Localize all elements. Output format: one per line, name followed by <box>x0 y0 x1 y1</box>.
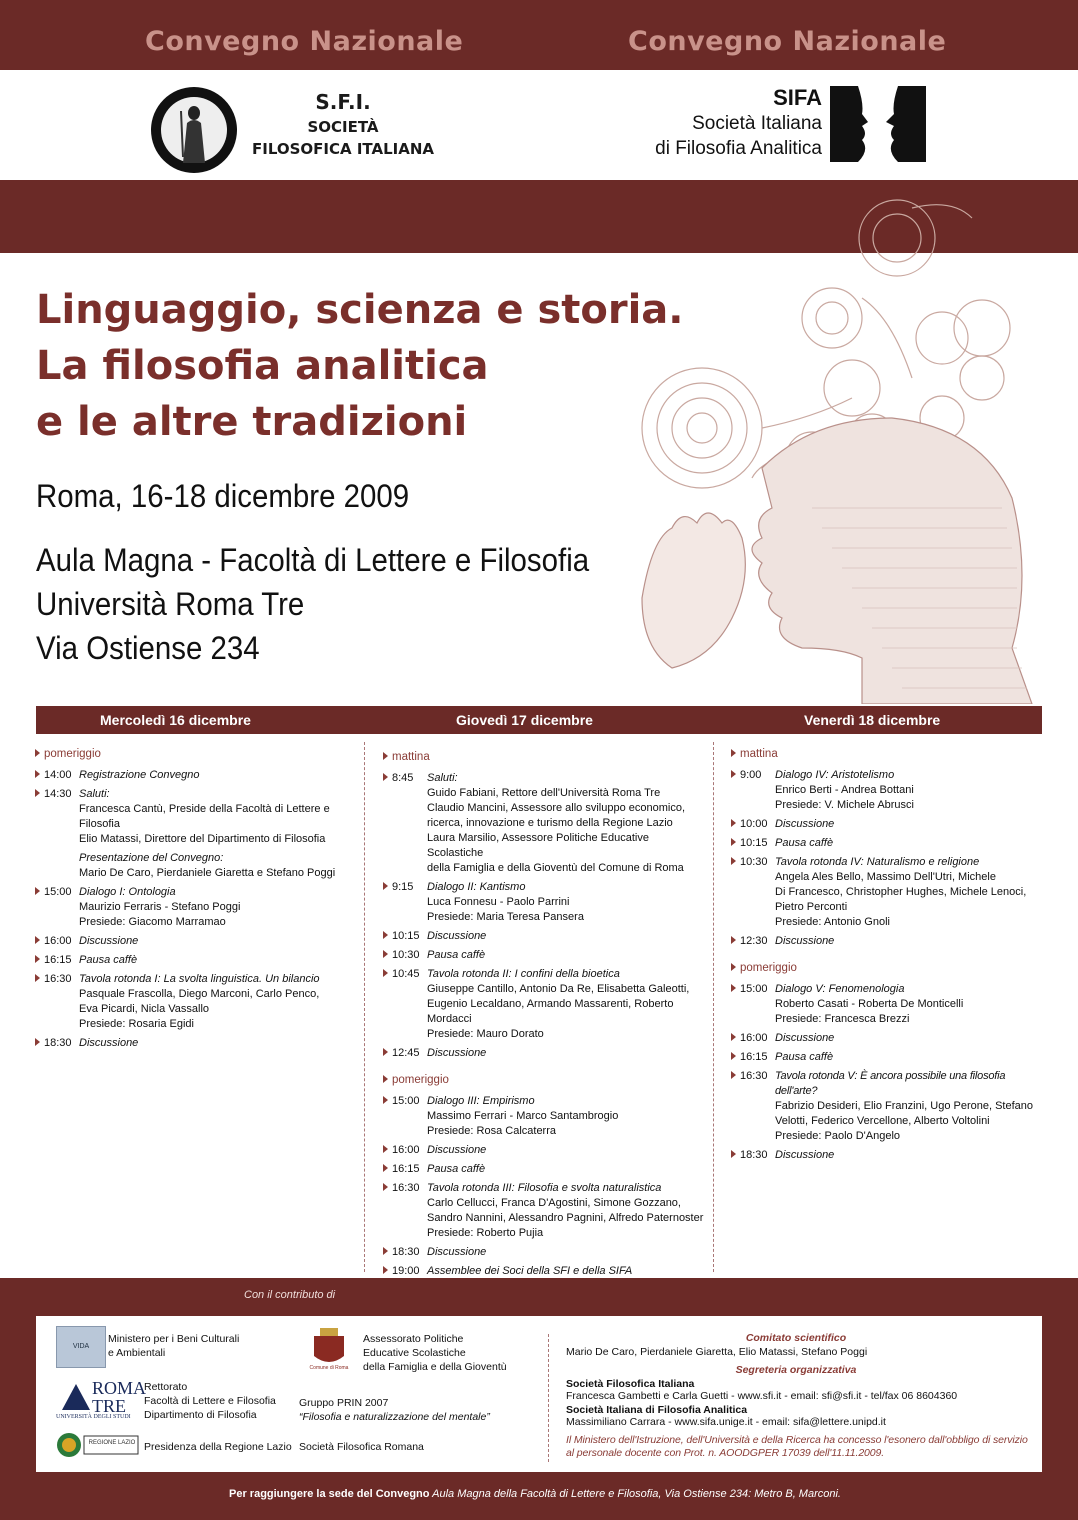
conv-right: Convegno Nazionale <box>628 26 947 57</box>
day-header-thu: Giovedì 17 dicembre <box>456 712 593 728</box>
cs-title: Comitato scientifico <box>745 1332 847 1344</box>
sfi-acronym: S.F.I. <box>315 90 371 114</box>
venue-line-2: Università Roma Tre <box>36 586 305 622</box>
program-item: 16:15 Pausa caffè <box>383 1162 705 1177</box>
prin-text: Gruppo PRIN 2007 “Filosofia e naturalizzazione del mentale” <box>299 1397 490 1423</box>
day-header-wed: Mercoledì 16 dicembre <box>100 712 251 728</box>
conference-date: Roma, 16-18 dicembre 2009 <box>36 478 410 514</box>
sifa-profiles-logo <box>828 84 928 164</box>
sifa-line3: di Filosofia Analitica <box>655 138 822 159</box>
title-line-3: e le altre tradizioni <box>36 399 468 445</box>
so-title: Segreteria organizzativa <box>735 1364 857 1376</box>
program-item: 10:30 Tavola rotonda IV: Naturalismo e religione Angela Ales Bello, Massimo Dell'Utri, Michele Di Francesco, Christopher Hughes, Michele Lenoci, Pietro Perconti Presiede: Antonio Gnoli <box>731 855 1047 930</box>
program-item: 15:00 Dialogo I: Ontologia Maurizio Ferraris - Stefano Poggi Presiede: Giacomo Marramao <box>35 885 357 930</box>
comune-roma-logo: Comune di Roma <box>306 1324 352 1374</box>
program-item: 9:00 Dialogo IV: Aristotelismo Enrico Berti - Andrea Bottani Presiede: V. Michele Abrusci <box>731 768 1047 813</box>
conference-title <box>36 282 683 450</box>
program-item: 19:00 Assemblee dei Soci della SFI e della SIFA <box>383 1264 705 1279</box>
sfi-org-contact: Francesca Gambetti e Carla Guetti - www.sfi.it - email: sfi@sfi.it - tel/fax 06 8604360 <box>566 1390 958 1402</box>
footer-panel <box>36 1316 1042 1472</box>
roma-tre-logo: ROMA TRE UNIVERSITÀ DEGLI STUDI <box>56 1378 147 1420</box>
column-divider-1 <box>364 742 365 1272</box>
program-item: 16:00 Discussione <box>731 1031 1047 1046</box>
cs-names: Mario De Caro, Pierdaniele Giaretta, Elio Matassi, Stefano Poggi <box>566 1346 868 1358</box>
program-item: 18:30 Discussione <box>35 1036 357 1051</box>
program-item: 15:00 Dialogo V: Fenomenologia Roberto Casati - Roberta De Monticelli Presiede: Francesca Brezzi <box>731 982 1047 1027</box>
venue-line-1: Aula Magna - Facoltà di Lettere e Filosofia <box>36 542 590 578</box>
lazio-text: Presidenza della Regione Lazio <box>144 1441 292 1453</box>
program-item: 10:15 Discussione <box>383 929 705 944</box>
roma-tre-text: Rettorato Facoltà di Lettere e Filosofia Dipartimento di Filosofia <box>144 1381 276 1421</box>
program-item: 12:45 Discussione <box>383 1046 705 1061</box>
sfi-org-name: Società Filosofica Italiana <box>566 1378 695 1390</box>
section-afternoon: pomeriggio <box>731 961 1047 976</box>
contrib-label: Con il contributo di <box>244 1289 336 1301</box>
program-item: 15:00 Dialogo III: Empirismo Massimo Ferrari - Marco Santambrogio Presiede: Rosa Calcaterra <box>383 1094 705 1139</box>
program-item: 18:30 Discussione <box>383 1245 705 1260</box>
sifa-line2: Società Italiana <box>692 113 822 134</box>
venue-line-3: Via Ostiense 234 <box>36 630 260 666</box>
section-afternoon: pomeriggio <box>383 1073 705 1088</box>
sfi-name <box>228 88 458 160</box>
section-morning: mattina <box>383 750 705 765</box>
comune-text: Assessorato Politiche Educative Scolastiche della Famiglia e della Gioventù <box>363 1333 507 1373</box>
program-thursday <box>383 750 705 1283</box>
program-item: 16:15 Pausa caffè <box>35 953 357 968</box>
sfi-seal-logo <box>151 87 237 173</box>
program-item: 12:30 Discussione <box>731 934 1047 949</box>
program-item: 14:00 Registrazione Convegno <box>35 768 357 783</box>
program-item: 16:30 Tavola rotonda III: Filosofia e svolta naturalistica Carlo Cellucci, Franca D'Agostini, Simone Gozzano, Sandro Nannini, Alessandro Pagnini, Alfredo Paternoster Presiede: Roberto Pujia <box>383 1181 705 1241</box>
program-friday <box>731 747 1047 1167</box>
program-item: 18:30 Discussione <box>731 1148 1047 1163</box>
day-header-fri: Venerdì 18 dicembre <box>804 712 941 728</box>
day-header-bar <box>36 706 1042 734</box>
sfi-line2: SOCIETÀ <box>307 118 379 136</box>
sifa-org-contact: Massimiliano Carrara - www.sifa.unige.it - email: sifa@lettere.unipd.it <box>566 1416 886 1428</box>
title-line-2: La filosofia analitica <box>36 343 489 389</box>
program-item: 16:15 Pausa caffè <box>731 1050 1047 1065</box>
program-item: 9:15 Dialogo II: Kantismo Luca Fonnesu - Paolo Parrini Presiede: Maria Teresa Pansera <box>383 880 705 925</box>
sifa-org-name: Società Italiana di Filosofia Analitica <box>566 1404 748 1416</box>
program-item: 10:15 Pausa caffè <box>731 836 1047 851</box>
sfi-line3: FILOSOFICA ITALIANA <box>252 140 434 158</box>
program-item: 10:30 Pausa caffè <box>383 948 705 963</box>
conv-left: Convegno Nazionale <box>145 26 464 57</box>
section-morning: mattina <box>731 747 1047 762</box>
sfr-text: Società Filosofica Romana <box>299 1441 424 1453</box>
mibac-logo: VIDA <box>56 1326 106 1368</box>
regione-lazio-logo: REGIONE LAZIO <box>56 1432 140 1458</box>
footer-divider <box>548 1334 549 1462</box>
sifa-name <box>600 84 822 161</box>
directions: Per raggiungere la sede del Convegno Aula Magna della Facoltà di Lettere e Filosofia, Via Ostiense 234: Metro B, Marconi. <box>229 1488 841 1500</box>
program-item: 14:30 Saluti: Francesca Cantù, Preside della Facoltà di Lettere e Filosofia Elio Matassi, Direttore del Dipartimento di Filosofia Presentazione del Convegno: Mario De Caro, Pierdaniele Giaretta e Stefano Poggi <box>35 787 357 881</box>
program-item: 16:00 Discussione <box>383 1143 705 1158</box>
program-item: 10:45 Tavola rotonda II: I confini della bioetica Giuseppe Cantillo, Antonio Da Re, Elisabetta Galeotti, Eugenio Lecaldano, Armando Massarenti, Roberto Mordacci Presiede: Mauro Dorato <box>383 967 705 1042</box>
sifa-acronym: SIFA <box>773 85 822 110</box>
miur-note: Il Ministero dell'Istruzione, dell'Università e della Ricerca ha concesso l'esonero dall'obbligo di servizio al personale docente con Prot. n. AOODGPER 17039 dell'11.11.2009. <box>566 1434 1028 1459</box>
title-line-1: Linguaggio, scienza e storia. <box>36 287 684 333</box>
program-wednesday <box>35 747 357 1055</box>
program-item: 16:00 Discussione <box>35 934 357 949</box>
column-divider-2 <box>713 742 714 1272</box>
program-item: 8:45 Saluti: Guido Fabiani, Rettore dell'Università Roma Tre Claudio Mancini, Assessore allo sviluppo economico, ricerca, innovazione e turismo della Regione Lazio Laura Marsilio, Assessore Politiche Educative Scolastiche della Famiglia e della Gioventù del Comune di Roma <box>383 771 705 876</box>
program-item: 16:30 Tavola rotonda I: La svolta linguistica. Un bilancio Pasquale Frascolla, Diego Marconi, Carlo Penco, Eva Picardi, Nicla Vassallo Presiede: Rosaria Egidi <box>35 972 357 1032</box>
program-item: 10:00 Discussione <box>731 817 1047 832</box>
program-item: 16:30 Tavola rotonda V: È ancora possibile una filosofia dell'arte? Fabrizio Desideri, Elio Franzini, Ugo Perone, Stefano Velotti, Federico Vercellone, Alberto Voltolini Presiede: Paolo D'Angelo <box>731 1069 1047 1144</box>
mibac-text: Ministero per i Beni Culturali e Ambientali <box>108 1333 240 1359</box>
section-afternoon: pomeriggio <box>35 747 357 762</box>
